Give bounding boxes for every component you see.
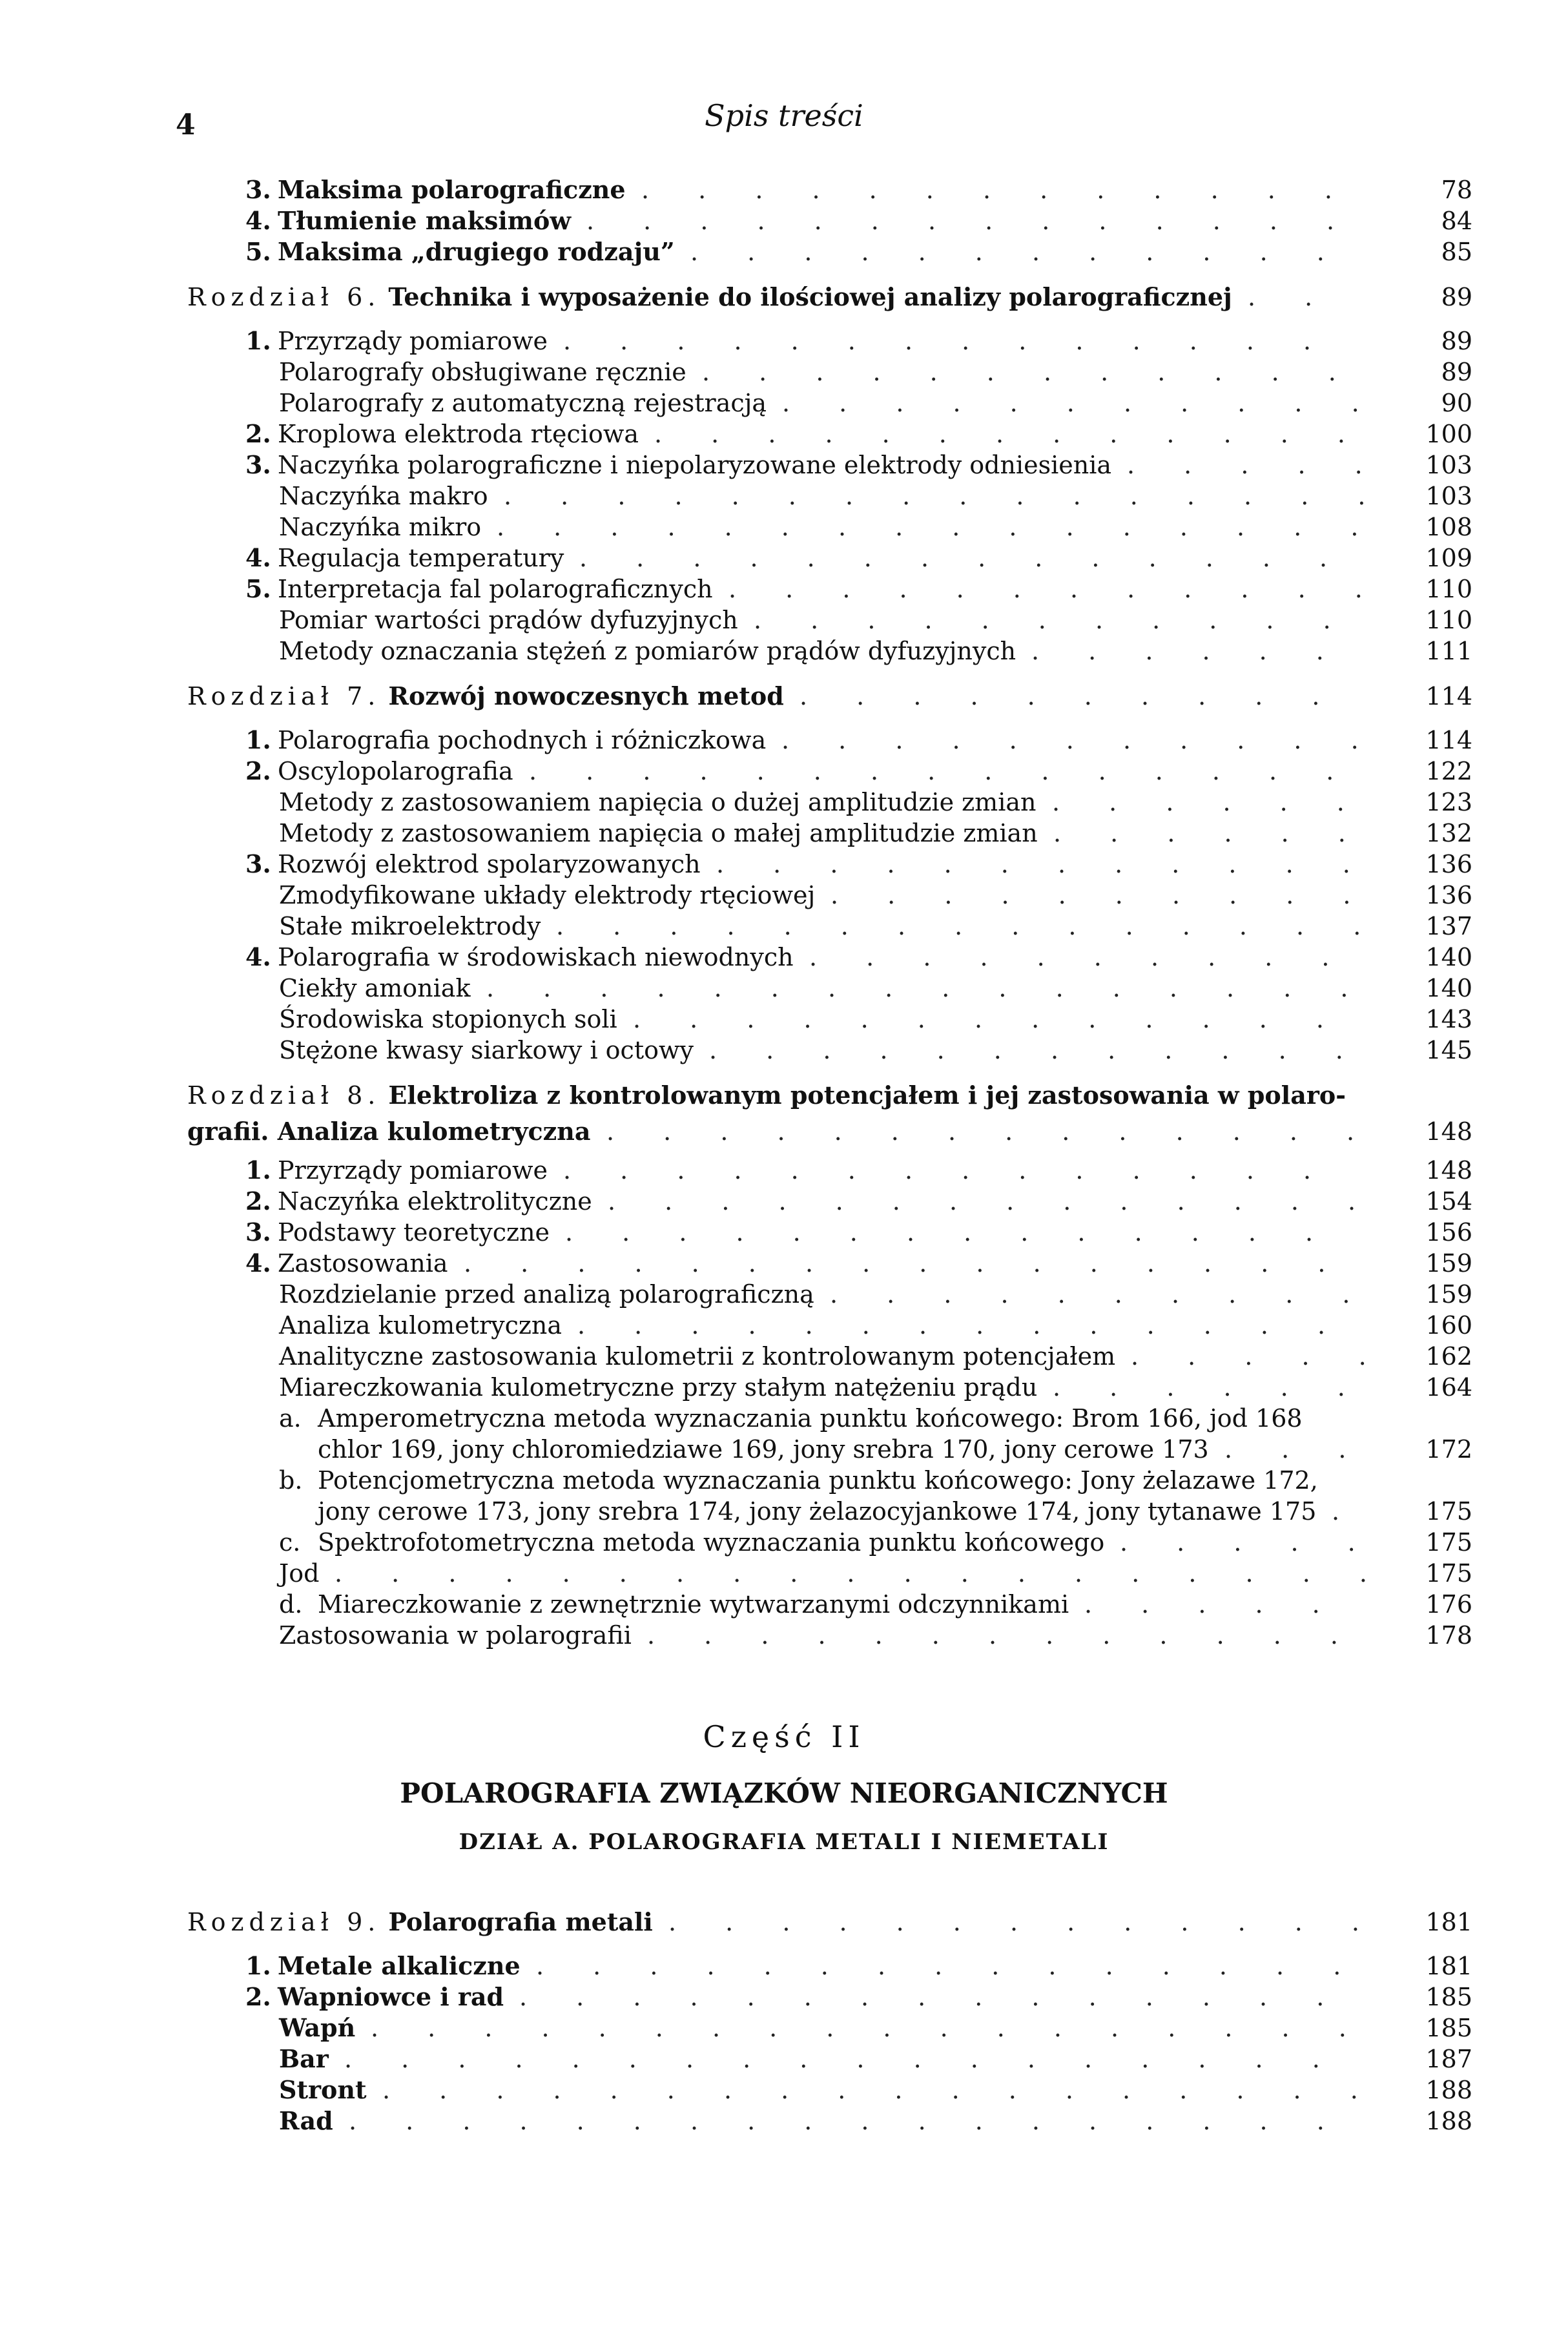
dot-leader: . . . . . . . . . . . .	[690, 238, 1345, 266]
dot-leader: . . . . . . . . . . . . . .	[563, 1156, 1332, 1185]
page-ref: 90	[1441, 389, 1472, 417]
dot-leader: . . . . . . . . . . . . . .	[606, 1117, 1376, 1146]
entry-number: 1.	[245, 326, 271, 355]
page-ref: 110	[1425, 575, 1472, 603]
entry-title: Naczyńka mikro	[279, 513, 482, 541]
page-ref: 110	[1425, 606, 1472, 634]
page-ref: 109	[1425, 544, 1472, 572]
entry-title: Spektrofotometryczna metoda wyznaczania punktu końcowego	[318, 1528, 1105, 1557]
dot-leader: . . . . . . . . . . . . . . .	[536, 1952, 1362, 1980]
entry-title: Przyrządy pomiarowe	[278, 327, 548, 355]
page-ref: 172	[1425, 1435, 1472, 1464]
entry-title: Maksima „drugiego rodzaju”	[278, 237, 675, 266]
entry-title: Zastosowania w polarografii	[279, 1621, 632, 1650]
entry-title: Wapniowce i rad	[278, 1982, 504, 2011]
dot-leader: . . . . . . . . . . .	[781, 726, 1379, 754]
entry-title: Kroplowa elektroda rtęciowa	[278, 420, 639, 448]
dot-leader: . . . . . . . . . . . . .	[641, 176, 1353, 204]
page-ref: 145	[1425, 1036, 1472, 1064]
chapter-title: Technika i wyposażenie do ilościowej analizy polarograficznej	[388, 282, 1232, 311]
entry-number: 3.	[245, 1217, 271, 1247]
entry-number: 1.	[245, 1155, 271, 1185]
toc-entry	[187, 481, 1472, 512]
page-ref: 89	[1441, 283, 1472, 311]
dot-leader: . . . . . . . . . . . . . . .	[519, 1983, 1345, 2011]
entry-number: 2.	[245, 1982, 271, 2011]
toc-entry	[187, 574, 1472, 605]
toc-entry	[187, 1907, 1472, 1943]
page-ref: 114	[1425, 726, 1472, 754]
chapter-label: Rozdział 8.	[187, 1081, 381, 1110]
toc-entry-continuation	[187, 1116, 1472, 1147]
dot-leader: . . . . . . . . . . . . . . . . . .	[382, 2076, 1379, 2104]
toc-entry	[187, 787, 1472, 818]
toc-entry	[187, 1341, 1472, 1372]
toc-entry	[187, 681, 1472, 717]
entry-letter: a.	[279, 1404, 302, 1433]
dot-leader: . . . . . . . . . .	[809, 943, 1350, 971]
chapter-heading	[187, 1080, 1346, 1111]
page-ref: 100	[1425, 420, 1472, 448]
page-number: 4	[176, 109, 196, 141]
toc-entry	[187, 1186, 1472, 1217]
page-ref: 148	[1425, 1117, 1472, 1146]
dot-leader: . . . . . . . . . .	[799, 682, 1341, 710]
toc-entry-continuation	[187, 1496, 1472, 1527]
toc-entry	[187, 725, 1472, 756]
page-ref: 140	[1425, 974, 1472, 1002]
entry-title: Maksima polarograficzne	[278, 175, 626, 204]
dot-leader: . . . . .	[1127, 451, 1383, 479]
page-ref: 78	[1441, 176, 1472, 204]
dot-leader: . . . . . . . . . . . . . .	[586, 207, 1356, 235]
toc-entry	[187, 357, 1472, 388]
toc-entry	[187, 1155, 1472, 1186]
entry-number: 4.	[245, 206, 271, 235]
dot-leader: . . . . . . . . . . .	[754, 606, 1352, 634]
dot-leader: . . . . .	[1084, 1590, 1341, 1619]
toc-entry	[187, 1279, 1472, 1310]
page-ref: 154	[1425, 1187, 1472, 1216]
toc-entry	[187, 2044, 1472, 2075]
toc-entry	[187, 973, 1472, 1004]
page-ref: 185	[1425, 1983, 1472, 2011]
entry-title-continued: jony cerowe 173, jony srebra 174, jony żelazocyjankowe 174, jony tytanawe 175	[318, 1497, 1317, 1526]
page-ref: 162	[1425, 1342, 1472, 1371]
toc-entry	[187, 605, 1472, 636]
entry-number: 3.	[245, 450, 271, 479]
chapter-label: Rozdział 7.	[187, 682, 381, 710]
entry-title-continued: chlor 169, jony chloromiedziawe 169, jony srebra 170, jony cerowe 173	[318, 1435, 1209, 1464]
entry-title: Stałe mikroelektrody	[279, 912, 541, 940]
entry-title: Rozdzielanie przed analizą polarograficzną	[279, 1280, 814, 1309]
dot-leader: . . . . . . . . . . . . . . .	[556, 912, 1382, 940]
page-ref: 89	[1441, 358, 1472, 386]
dot-leader: . . . . . . . . . . . . . . . . . .	[371, 2014, 1367, 2042]
chapter-heading	[187, 1907, 653, 1938]
toc-entry	[187, 543, 1472, 574]
page-ref: 89	[1441, 327, 1472, 355]
entry-number: 1.	[245, 725, 271, 754]
entry-number: 2.	[245, 756, 271, 785]
chapter-title: Polarografia metali	[388, 1907, 653, 1936]
dot-leader: . . . . . . . . . . . . . . . .	[497, 513, 1379, 541]
running-head: Spis treści	[705, 98, 863, 133]
entry-title: Stront	[279, 2075, 367, 2104]
page-ref: 143	[1425, 1005, 1472, 1033]
page-ref: 137	[1425, 912, 1472, 940]
toc-entry	[187, 911, 1472, 942]
toc-entry	[187, 636, 1472, 667]
toc-entry	[187, 326, 1472, 357]
page-ref: 188	[1425, 2107, 1472, 2135]
page-ref: 181	[1425, 1952, 1472, 1980]
table-of-contents-part-two	[187, 1892, 1472, 2137]
entry-title: Ciekły amoniak	[279, 974, 471, 1002]
dot-leader: . . . . . . . . . . . . .	[633, 1005, 1345, 1033]
entry-title: Polarografia pochodnych i różniczkowa	[278, 726, 767, 754]
chapter-heading	[187, 282, 1232, 313]
entry-title: Naczyńka makro	[279, 482, 488, 510]
toc-entry	[187, 388, 1472, 419]
toc-entry	[187, 818, 1472, 849]
dot-leader: . . . . . . . . . . . . .	[654, 420, 1366, 448]
toc-entry	[187, 942, 1472, 973]
page-ref: 122	[1425, 757, 1472, 785]
toc-entry	[187, 236, 1472, 267]
toc-entry	[187, 1951, 1472, 1982]
dot-leader: . . . . . . . . . . . . . .	[608, 1187, 1377, 1216]
entry-title: Jod	[279, 1559, 320, 1588]
dot-leader: .	[1332, 1497, 1361, 1526]
entry-number: 4.	[245, 942, 271, 971]
entry-title: Rad	[279, 2106, 333, 2135]
dot-leader: . . . . . . . . . . . . .	[668, 1908, 1380, 1936]
entry-title: Rozwój elektrod spolaryzowanych	[278, 850, 701, 878]
entry-title: Naczyńka elektrolityczne	[278, 1187, 592, 1216]
dot-leader: . . . . . .	[1053, 1373, 1366, 1402]
toc-entry	[187, 1035, 1472, 1066]
entry-title: Polarografy obsługiwane ręcznie	[279, 358, 686, 386]
page-ref: 123	[1425, 788, 1472, 816]
table-of-contents	[187, 174, 1472, 1651]
entry-title: Interpretacja fal polarograficznych	[278, 575, 713, 603]
toc-entry	[187, 1982, 1472, 2013]
chapter-heading	[187, 681, 784, 712]
toc-entry	[187, 419, 1472, 450]
dot-leader: . . . . . . . . . . . . . . . . . .	[344, 2045, 1341, 2073]
entry-letter: c.	[279, 1528, 301, 1557]
toc-entry	[187, 2013, 1472, 2044]
page-ref: 188	[1425, 2076, 1472, 2104]
dot-leader: . . . . .	[1120, 1528, 1376, 1557]
toc-entry	[187, 880, 1472, 911]
dot-leader: . . . . . . . . . . . .	[709, 1036, 1364, 1064]
entry-title: Analiza kulometryczna	[279, 1311, 562, 1340]
entry-title: Metody oznaczania stężeń z pomiarów prądów dyfuzyjnych	[279, 637, 1016, 665]
dot-leader: . . . . . . . . . . . . . . . .	[464, 1249, 1346, 1278]
dot-leader: . . . . . . . . . . . . .	[647, 1621, 1359, 1650]
entry-title: Podstawy teoretyczne	[278, 1218, 550, 1247]
entry-title: Polarografy z automatyczną rejestracją	[279, 389, 767, 417]
entry-title: Bar	[279, 2044, 329, 2073]
chapter-label: Rozdział 6.	[187, 283, 381, 311]
entry-title: Stężone kwasy siarkowy i octowy	[279, 1036, 694, 1064]
page-ref: 156	[1425, 1218, 1472, 1247]
dot-leader: . . . . . . . . . . . . . .	[577, 1311, 1346, 1340]
toc-entry	[187, 756, 1472, 787]
dot-leader: . . . . . . . . . . . . . . . .	[486, 974, 1369, 1002]
entry-title: Potencjometryczna metoda wyznaczania punktu końcowego: Jony żelazawe 172,	[318, 1466, 1318, 1495]
chapter-title: Elektroliza z kontrolowanym potencjałem i jej zastosowania w polaro-	[388, 1081, 1346, 1110]
page-ref: 178	[1425, 1621, 1472, 1650]
entry-title: Amperometryczna metoda wyznaczania punktu końcowego: Brom 166, jod 168	[318, 1404, 1303, 1433]
toc-entry	[187, 174, 1472, 205]
page-ref: 103	[1425, 451, 1472, 479]
page-ref: 164	[1425, 1373, 1472, 1402]
page-ref: 187	[1425, 2045, 1472, 2073]
entry-number: 4.	[245, 543, 271, 572]
toc-entry	[187, 1558, 1472, 1589]
entry-title: Pomiar wartości prądów dyfuzyjnych	[279, 606, 738, 634]
page-ref: 140	[1425, 943, 1472, 971]
page-ref: 136	[1425, 850, 1472, 878]
dot-leader: . . . . .	[1131, 1342, 1387, 1371]
dot-leader: . . . . . . . . . .	[830, 881, 1372, 909]
toc-entry	[187, 512, 1472, 543]
dot-leader: . . . . . . . . . . . . . . . . . .	[349, 2107, 1345, 2135]
chapter-label: Rozdział 9.	[187, 1908, 381, 1936]
dot-leader: . . . . . . . . . . . . . . . . . . .	[335, 1559, 1388, 1588]
entry-title: Miareczkowania kulometryczne przy stałym natężeniu prądu	[279, 1373, 1038, 1402]
page-ref: 132	[1425, 819, 1472, 847]
dot-leader: . . . . . . . . . . . . . . . .	[504, 482, 1387, 510]
entry-title: Oscylopolarografia	[278, 757, 513, 785]
entry-number: 3.	[245, 175, 271, 204]
dot-leader: . . . . . . . . . . . . . . .	[529, 757, 1355, 785]
entry-title: Zmodyfikowane układy elektrody rtęciowej	[279, 881, 816, 909]
toc-entry-continuation	[187, 1434, 1472, 1465]
toc-entry	[187, 1004, 1472, 1035]
toc-entry	[187, 1310, 1472, 1341]
page-ref: 84	[1441, 207, 1472, 235]
page-ref: 85	[1441, 238, 1472, 266]
toc-entry	[187, 1080, 1472, 1116]
entry-title-continued: grafii. Analiza kulometryczna	[187, 1117, 591, 1146]
toc-entry	[187, 1527, 1472, 1558]
dot-leader: . . . . . . . . . . . .	[716, 850, 1371, 878]
entry-title: Metody z zastosowaniem napięcia o dużej amplitudzie zmian	[279, 788, 1037, 816]
page-ref: 181	[1425, 1908, 1472, 1936]
page-ref: 103	[1425, 482, 1472, 510]
dot-leader: . . . . . .	[1053, 819, 1367, 847]
entry-letter: d.	[279, 1590, 303, 1619]
entry-title: Analityczne zastosowania kulometrii z kontrolowanym potencjałem	[279, 1342, 1116, 1371]
entry-number: 2.	[245, 419, 271, 448]
page-ref: 176	[1425, 1590, 1472, 1619]
toc-entry	[187, 205, 1472, 236]
page-ref: 185	[1425, 2014, 1472, 2042]
entry-number: 3.	[245, 849, 271, 878]
toc-entry	[187, 1248, 1472, 1279]
dot-leader: . . . . . . . . . . . .	[702, 358, 1357, 386]
page-ref: 159	[1425, 1249, 1472, 1278]
entry-number: 5.	[245, 237, 271, 266]
chapter-title: Rozwój nowoczesnych metod	[388, 681, 784, 710]
page-ref: 114	[1425, 682, 1472, 710]
dot-leader: . . . . . .	[1031, 637, 1345, 665]
page-ref: 175	[1425, 1559, 1472, 1588]
entry-title: Środowiska stopionych soli	[279, 1005, 617, 1033]
toc-entry	[187, 1589, 1472, 1620]
page-ref: 160	[1425, 1311, 1472, 1340]
toc-entry	[187, 1465, 1472, 1496]
entry-title: Zastosowania	[278, 1249, 448, 1278]
dot-leader: . . . . . . . . . .	[830, 1280, 1371, 1309]
page-ref: 175	[1425, 1528, 1472, 1557]
entry-number: 1.	[245, 1951, 271, 1980]
part-title: Część II	[703, 1719, 865, 1754]
toc-entry	[187, 1372, 1472, 1403]
dot-leader: . . . . . . . . . . . .	[728, 575, 1383, 603]
toc-entry	[187, 1217, 1472, 1248]
entry-number: 5.	[245, 574, 271, 603]
entry-title: Miareczkowanie z zewnętrznie wytwarzanymi odczynnikami	[318, 1590, 1069, 1619]
entry-title: Metale alkaliczne	[278, 1951, 521, 1980]
dot-leader: . . . . . . . . . . . . . .	[563, 327, 1332, 355]
page-ref: 111	[1425, 637, 1472, 665]
toc-entry	[187, 1403, 1472, 1434]
toc-entry	[187, 450, 1472, 481]
toc-entry	[187, 849, 1472, 880]
page-ref: 175	[1425, 1497, 1472, 1526]
entry-title: Wapń	[279, 2013, 356, 2042]
page-ref: 148	[1425, 1156, 1472, 1185]
part-heading: POLAROGRAFIA ZWIĄZKÓW NIEORGANICZNYCH	[400, 1777, 1168, 1809]
entry-title: Tłumienie maksimów	[278, 206, 572, 235]
page-ref: 136	[1425, 881, 1472, 909]
entry-title: Przyrządy pomiarowe	[278, 1156, 548, 1185]
toc-entry	[187, 2106, 1472, 2137]
entry-title: Polarografia w środowiskach niewodnych	[278, 943, 794, 971]
toc-entry	[187, 282, 1472, 318]
dot-leader: . . . . . . . . . . .	[782, 389, 1380, 417]
page-ref: 108	[1425, 513, 1472, 541]
entry-number: 2.	[245, 1186, 271, 1216]
entry-title: Naczyńka polarograficzne i niepolaryzowane elektrody odniesienia	[278, 451, 1111, 479]
dot-leader: . .	[1248, 283, 1334, 311]
entry-number: 4.	[245, 1248, 271, 1278]
part-subheading: DZIAŁ A. POLAROGRAFIA METALI I NIEMETALI	[459, 1829, 1109, 1855]
entry-title: Metody z zastosowaniem napięcia o małej amplitudzie zmian	[279, 819, 1038, 847]
entry-letter: b.	[279, 1466, 303, 1495]
dot-leader: . . . . . . . . . . . . . .	[579, 544, 1348, 572]
toc-entry	[187, 2075, 1472, 2106]
page-ref: 159	[1425, 1280, 1472, 1309]
toc-entry	[187, 1620, 1472, 1651]
dot-leader: . . . . . . . . . . . . . .	[565, 1218, 1334, 1247]
dot-leader: . . .	[1224, 1435, 1367, 1464]
dot-leader: . . . . . .	[1052, 788, 1365, 816]
entry-title: Regulacja temperatury	[278, 544, 564, 572]
